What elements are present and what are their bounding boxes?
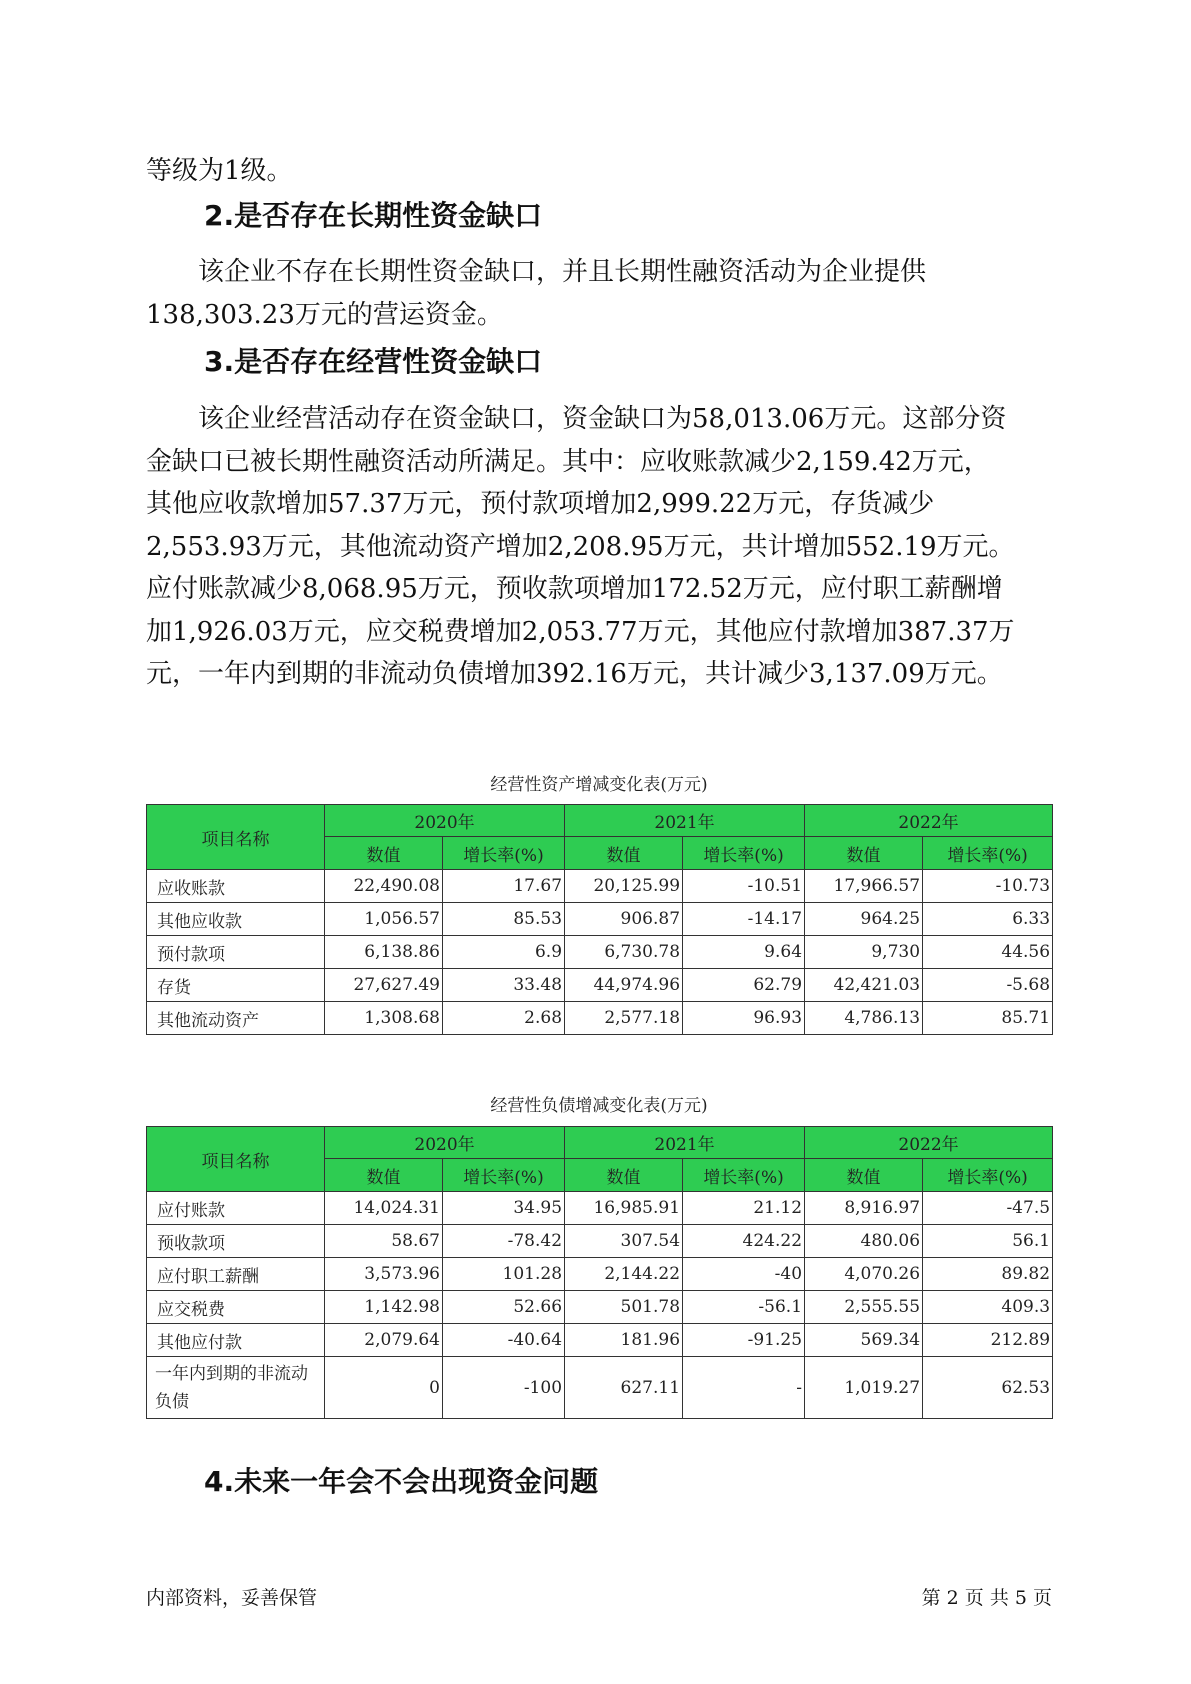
- cell-value: 2,144.22: [565, 1258, 683, 1291]
- cell-rate: 85.53: [443, 903, 565, 936]
- section2-paragraph: [146, 251, 1056, 336]
- cell-value: 42,421.03: [805, 969, 923, 1002]
- table-row: [147, 1291, 1053, 1324]
- row-name: 其他应收款: [147, 903, 325, 936]
- row-name: 一年内到期的非流动负债: [147, 1357, 325, 1419]
- cell-rate: -10.51: [683, 870, 805, 903]
- table-row: [147, 1225, 1053, 1258]
- cell-value: 14,024.31: [325, 1192, 443, 1225]
- cell-rate: 6.9: [443, 936, 565, 969]
- paragraph-line: 金缺口已被长期性融资活动所满足。其中：应收账款减少2,159.42万元，: [146, 446, 990, 477]
- paragraph-line: 应付账款减少8,068.95万元，预收款项增加172.52万元，应付职工薪酬增: [146, 574, 1003, 604]
- paragraph-line: 其他应收款增加57.37万元，预付款项增加2,999.22万元，存货减少: [146, 489, 935, 519]
- cell-rate: 409.3: [923, 1291, 1053, 1324]
- header-rate: 增长率(%): [443, 837, 565, 870]
- table-row: [147, 1002, 1053, 1035]
- paragraph-line: 2,553.93万元，其他流动资产增加2,208.95万元，共计增加552.19万元。: [146, 531, 1015, 562]
- cell-rate: 56.1: [923, 1225, 1053, 1258]
- header-rate: 增长率(%): [923, 1159, 1053, 1192]
- footer-page-number: 第 2 页 共 5 页: [921, 1587, 1052, 1609]
- cell-value: 501.78: [565, 1291, 683, 1324]
- cell-rate: -100: [443, 1357, 565, 1419]
- paragraph-line: 元，一年内到期的非流动负债增加392.16万元，共计减少3,137.09万元。: [146, 659, 1003, 689]
- cell-value: 1,019.27: [805, 1357, 923, 1419]
- cell-value: 4,786.13: [805, 1002, 923, 1035]
- header-year: 2021年: [565, 805, 805, 837]
- cell-rate: 101.28: [443, 1258, 565, 1291]
- paragraph-line: 该企业经营活动存在资金缺口，资金缺口为58,013.06万元。这部分资: [146, 404, 1007, 434]
- header-value: 数值: [805, 1159, 923, 1192]
- table-row: [147, 936, 1053, 969]
- table-row: [147, 969, 1053, 1002]
- header-value: 数值: [325, 837, 443, 870]
- header-rate: 增长率(%): [683, 837, 805, 870]
- header-item-name: 项目名称: [147, 1127, 325, 1192]
- cell-value: 1,056.57: [325, 903, 443, 936]
- footer-confidential-note: 内部资料，妥善保管: [146, 1587, 318, 1609]
- cell-value: 906.87: [565, 903, 683, 936]
- cell-rate: 85.71: [923, 1002, 1053, 1035]
- cell-value: 17,966.57: [805, 870, 923, 903]
- cell-rate: 6.33: [923, 903, 1053, 936]
- cell-value: 964.25: [805, 903, 923, 936]
- row-name: 预付款项: [147, 936, 325, 969]
- section3-paragraph: [146, 398, 1056, 696]
- cell-value: 2,577.18: [565, 1002, 683, 1035]
- table-row: [147, 903, 1053, 936]
- table-row: [147, 870, 1053, 903]
- liabilities-table-caption: 经营性负债增减变化表(万元): [490, 1096, 708, 1116]
- row-name: 存货: [147, 969, 325, 1002]
- row-name: 应付职工薪酬: [147, 1258, 325, 1291]
- cell-rate: -91.25: [683, 1324, 805, 1357]
- section-heading-2: 2.是否存在长期性资金缺口: [204, 199, 543, 232]
- cell-rate: -: [683, 1357, 805, 1419]
- cell-value: 6,138.86: [325, 936, 443, 969]
- paragraph-line: 加1,926.03万元，应交税费增加2,053.77万元，其他应付款增加387.37万: [146, 616, 1015, 647]
- section-heading-4: 4.未来一年会不会出现资金问题: [204, 1465, 599, 1498]
- header-value: 数值: [565, 1159, 683, 1192]
- cell-rate: -10.73: [923, 870, 1053, 903]
- table-row: [147, 1192, 1053, 1225]
- table-row: [147, 1258, 1053, 1291]
- cell-value: 181.96: [565, 1324, 683, 1357]
- liabilities-table: [146, 1126, 1053, 1419]
- cell-rate: 34.95: [443, 1192, 565, 1225]
- cell-rate: 17.67: [443, 870, 565, 903]
- header-year: 2020年: [325, 805, 565, 837]
- cell-rate: 424.22: [683, 1225, 805, 1258]
- cell-value: 2,555.55: [805, 1291, 923, 1324]
- header-rate: 增长率(%): [443, 1159, 565, 1192]
- cell-value: 1,308.68: [325, 1002, 443, 1035]
- cell-value: 4,070.26: [805, 1258, 923, 1291]
- cell-value: 307.54: [565, 1225, 683, 1258]
- cell-value: 16,985.91: [565, 1192, 683, 1225]
- header-year: 2022年: [805, 1127, 1053, 1159]
- cell-value: 8,916.97: [805, 1192, 923, 1225]
- header-rate: 增长率(%): [923, 837, 1053, 870]
- cell-rate: -40.64: [443, 1324, 565, 1357]
- cell-rate: 62.53: [923, 1357, 1053, 1419]
- cell-rate: 52.66: [443, 1291, 565, 1324]
- cell-rate: -40: [683, 1258, 805, 1291]
- cell-value: 27,627.49: [325, 969, 443, 1002]
- cell-rate: 89.82: [923, 1258, 1053, 1291]
- intro-paragraph: [146, 150, 1056, 193]
- cell-value: 2,079.64: [325, 1324, 443, 1357]
- header-value: 数值: [565, 837, 683, 870]
- header-year: 2022年: [805, 805, 1053, 837]
- cell-value: 6,730.78: [565, 936, 683, 969]
- header-value: 数值: [805, 837, 923, 870]
- cell-value: 22,490.08: [325, 870, 443, 903]
- cell-rate: -5.68: [923, 969, 1053, 1002]
- assets-table: [146, 804, 1053, 1035]
- cell-rate: 44.56: [923, 936, 1053, 969]
- assets-table-caption: 经营性资产增减变化表(万元): [490, 775, 708, 795]
- cell-rate: 21.12: [683, 1192, 805, 1225]
- section-heading-3: 3.是否存在经营性资金缺口: [204, 345, 543, 378]
- cell-rate: -14.17: [683, 903, 805, 936]
- cell-value: 44,974.96: [565, 969, 683, 1002]
- header-year: 2021年: [565, 1127, 805, 1159]
- cell-rate: -47.5: [923, 1192, 1053, 1225]
- cell-rate: 2.68: [443, 1002, 565, 1035]
- cell-value: 1,142.98: [325, 1291, 443, 1324]
- paragraph-line: 等级为1级。: [146, 156, 293, 186]
- header-value: 数值: [325, 1159, 443, 1192]
- table-row: [147, 1324, 1053, 1357]
- cell-value: 0: [325, 1357, 443, 1419]
- cell-value: 627.11: [565, 1357, 683, 1419]
- row-name: 其他应付款: [147, 1324, 325, 1357]
- cell-rate: 33.48: [443, 969, 565, 1002]
- paragraph-line: 138,303.23万元的营运资金。: [146, 299, 503, 330]
- cell-value: 480.06: [805, 1225, 923, 1258]
- cell-value: 3,573.96: [325, 1258, 443, 1291]
- cell-value: 58.67: [325, 1225, 443, 1258]
- header-rate: 增长率(%): [683, 1159, 805, 1192]
- cell-rate: -78.42: [443, 1225, 565, 1258]
- cell-rate: 62.79: [683, 969, 805, 1002]
- row-name: 应交税费: [147, 1291, 325, 1324]
- cell-value: 569.34: [805, 1324, 923, 1357]
- cell-rate: 9.64: [683, 936, 805, 969]
- row-name: 其他流动资产: [147, 1002, 325, 1035]
- cell-value: 20,125.99: [565, 870, 683, 903]
- paragraph-line: 该企业不存在长期性资金缺口，并且长期性融资活动为企业提供: [146, 257, 927, 287]
- header-item-name: 项目名称: [147, 805, 325, 870]
- cell-rate: 212.89: [923, 1324, 1053, 1357]
- cell-rate: -56.1: [683, 1291, 805, 1324]
- row-name: 预收款项: [147, 1225, 325, 1258]
- cell-value: 9,730: [805, 936, 923, 969]
- table-row: [147, 1357, 1053, 1419]
- row-name: 应收账款: [147, 870, 325, 903]
- header-year: 2020年: [325, 1127, 565, 1159]
- cell-rate: 96.93: [683, 1002, 805, 1035]
- row-name: 应付账款: [147, 1192, 325, 1225]
